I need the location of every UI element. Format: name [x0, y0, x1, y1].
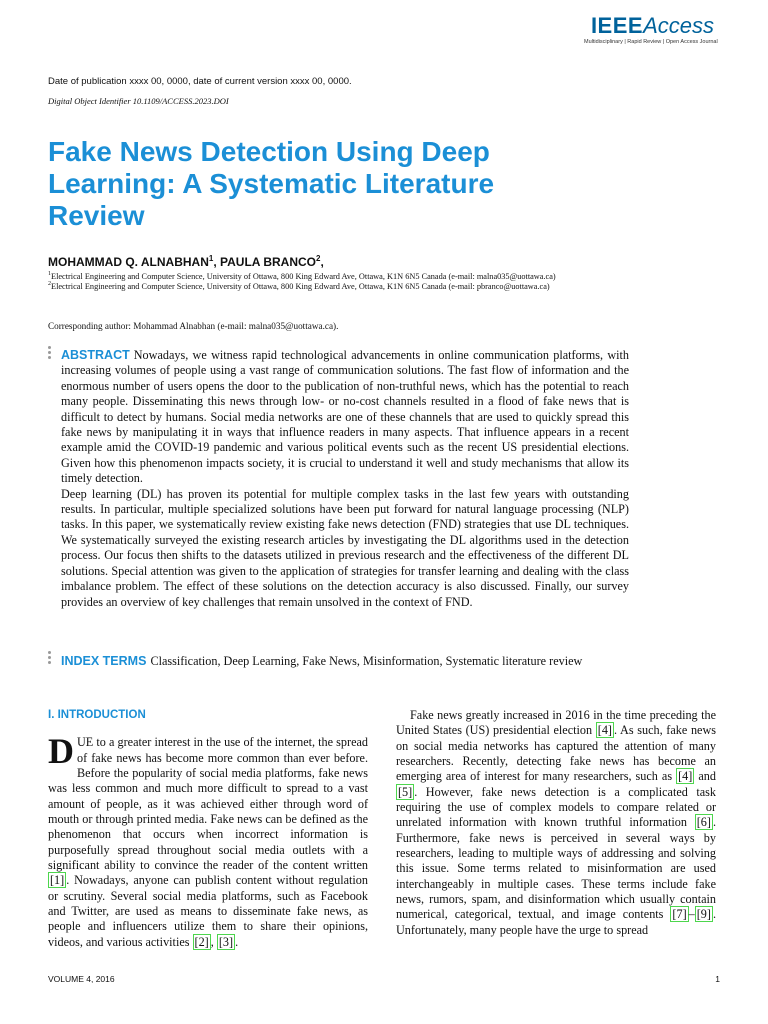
- author-list: MOHAMMAD Q. ALNABHAN$^1$, PAULA BRANCO$^2$,: [48, 254, 324, 269]
- intro-right-column: [396, 708, 716, 938]
- citation-link[interactable]: [7]: [672, 907, 687, 922]
- logo-tagline: Multidisciplinary | Rapid Review | Open Access Journal: [584, 39, 718, 45]
- logo-access: Access: [643, 13, 714, 38]
- abstract-paragraph-1: Nowadays, we witness rapid technological advancements in online communication platforms, with increasing volumes of people using a vast range of communication solutions. The fast flow of information and the enormous number of users opens the door to the publication of non-truthful news, which has the potential to reach many people. Disseminating this news through low- or no-cost channels resulted in a flood of fake news that is difficult to detect by humans. Social media networks are one of these channels that are used to quickly spread this fake news by manipulating it in ways that influence readers in many aspects. That influence appears in a recent example amid the COVID-19 pandemic and various political events such as the recent US presidential elections. Given how this phenomenon impacts society, it is crucial to understand it well and study mechanisms that allow its timely detection.: [61, 348, 629, 486]
- doi: Digital Object Identifier 10.1109/ACCESS.2023.DOI: [48, 96, 229, 106]
- abstract-dots-icon: [48, 346, 52, 361]
- logo-ieee: IEEE: [590, 13, 644, 38]
- corresponding-author: Corresponding author: Mohammad Alnabhan (e-mail: malna035@uottawa.ca).: [48, 321, 339, 331]
- journal-logo: [584, 13, 718, 45]
- index-terms-label: INDEX TERMS: [61, 654, 147, 668]
- citation-link[interactable]: [4]: [678, 769, 693, 784]
- citation-link[interactable]: [9]: [696, 907, 711, 922]
- intro-left-column: [48, 708, 368, 950]
- author-affil-sup: 2: [316, 254, 321, 263]
- footer-volume: VOLUME 4, 2016: [48, 974, 115, 984]
- drop-cap: D: [48, 731, 74, 772]
- page-number: 1: [715, 974, 720, 984]
- citation-link[interactable]: [4]: [597, 723, 612, 738]
- author-name: MOHAMMAD Q. ALNABHAN: [48, 255, 209, 269]
- author-affil-sup: 1: [208, 254, 214, 263]
- affiliation-1: $^1$Electrical Engineering and Computer Science, University of Ottawa, 800 King Edward Ave, Ottawa, K1N 6N5 Canada (e-mail: malna035@uottawa.ca): [48, 271, 556, 281]
- abstract-paragraph-2: Deep learning (DL) has proven its potential for multiple complex tasks in the last few years with outstanding results. In particular, multiple specialized solutions have been put forward for natural language processing (NLP) tasks. In this paper, we systematically review existing fake news detection (FND) strategies that use DL techniques. We systematically surveyed the existing research articles by investigating the DL algorithms used in the detection process. Our focus then shifts to the datasets utilized in previous research and the effectiveness of the different DL solutions. Special attention was given to the application of strategies for transfer learning and dealing with the class imbalance problem. The effect of these solutions on the detection accuracy is also discussed. Finally, our survey provides an overview of key challenges that remain unsolved in the context of FND.: [61, 486, 629, 609]
- citation-link[interactable]: [3]: [218, 934, 234, 949]
- index-terms-dots-icon: [48, 651, 52, 666]
- index-terms: [61, 654, 681, 669]
- abstract: [61, 348, 629, 610]
- citation-link[interactable]: [2]: [194, 934, 209, 949]
- author-name: PAULA BRANCO: [220, 255, 316, 269]
- citation-link[interactable]: [1]: [50, 873, 65, 888]
- citation-link[interactable]: [5]: [398, 784, 413, 799]
- citation-link[interactable]: [6]: [696, 815, 711, 830]
- publication-date: Date of publication xxxx 00, 0000, date of current version xxxx 00, 0000.: [48, 76, 352, 87]
- section-heading: I. INTRODUCTION: [48, 709, 146, 721]
- paper-title: Fake News Detection Using Deep Learning: A Systematic Literature Review: [48, 136, 495, 231]
- abstract-label: ABSTRACT: [61, 348, 130, 362]
- index-terms-text: Classification, Deep Learning, Fake News, Misinformation, Systematic literature review: [150, 654, 583, 668]
- intro-paragraph-2: Fake news greatly increased in 2016 in the time preceding the United States (US) presidential election [4] . As such, fake news on social media networks has captured the attention of many researchers. Recently, detecting fake news has become an emerging area of interest for many researchers, such as [4] and [5] . However, fake news detection is a complicated task requiring the use of complex models to compare related or unrelated information with known truthful information [6] . Furthermore, fake news is perceived in several ways by researchers, leading to multiple ways of addressing and solving this issue. Some terms related to misinformation are used interchangeably in multiple cases. These terms include fake news, rumors, spam, and disinformation which usually contain numerical, categorical, textual, and image contents [7] – [9] . Unfortunately, many people have the urge to spread: [396, 708, 716, 937]
- affiliation-2: $^2$Electrical Engineering and Computer Science, University of Ottawa, 800 King Edward Ave, Ottawa, K1N 6N5 Canada (e-mail: pbranco@uottawa.ca): [48, 281, 550, 291]
- intro-paragraph-1: DUE to a greater interest in the use of the internet, the spread of fake news has become more common than ever before. Before the popularity of social media platforms, fake news was less common and much more difficult to spread to a vast amount of people, as it was achieved either through word of mouth or through printed media. Fake news can be defined as the phenomenon that occurs when incorrect information is purposefully spread throughout social media outlets with a significant ability to convince the reader of the content written [1] . Nowadays, anyone can publish content without regulation or scrutiny. Several social media platforms, such as Facebook and Twitter, are used as means to disseminate fake news, as people and influencers utilize them to share their opinions, videos, and various activities [2] , [3] .: [48, 731, 368, 949]
